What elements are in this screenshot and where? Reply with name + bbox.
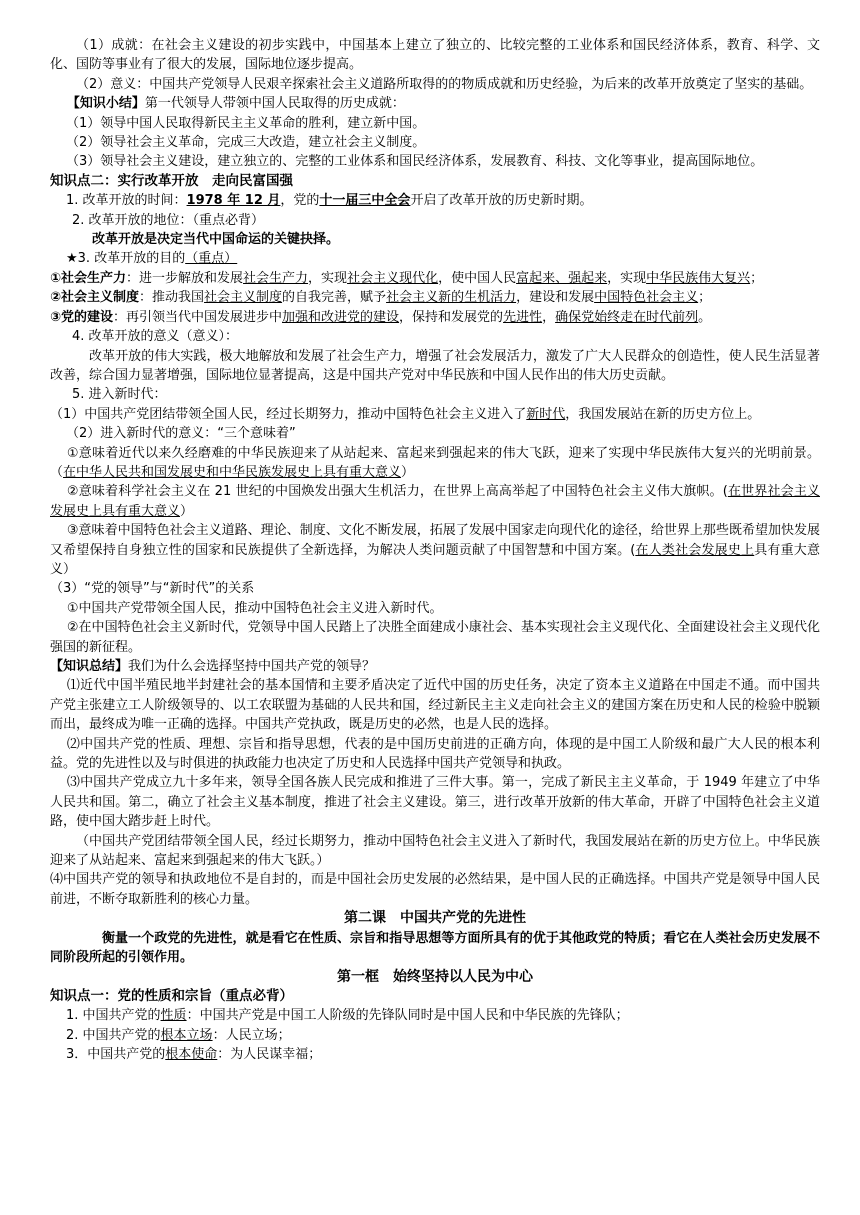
frame-1-title: 第一框 始终坚持以人民为中心 xyxy=(337,968,533,985)
paragraph-significance: （2）意义：中国共产党领导人民艰辛探索社会主义道路所取得的的物质成就和历史经验，为后来的改革开放奠定了坚实的基础。 xyxy=(76,76,813,92)
lesson-2-intro: 衡量一个政党的先进性，就是看它在性质、宗旨和指导思想等方面所具有的优于其他政党的特质；看它在人类社会历史发展不同阶段所起的引领作用。 xyxy=(50,930,820,966)
new-era-1: （1）中国共产党团结带领全国人民，经过长期努力，推动中国特色社会主义进入了新时代，我国发展站在新的历史方位上。 xyxy=(50,406,761,422)
knowledge-point-2-heading: 知识点二：实行改革开放 走向民富国强 xyxy=(50,172,293,189)
reform-purpose-heading: ★3. 改革开放的目的（重点） xyxy=(66,251,238,267)
summary-item-3: （3）领导社会主义建设，建立独立的、完整的工业体系和国民经济体系，发展教育、科技、文化等事业，提高国际地位。 xyxy=(66,154,764,170)
purpose-system: ②社会主义制度：推动我国社会主义制度的自我完善，赋予社会主义新的生机活力，建设和发展中国特色社会主义； xyxy=(50,290,712,306)
summary-item-1: （1）领导中国人民取得新民主主义革命的胜利，建立新中国。 xyxy=(66,115,426,131)
knowledge-point-1-heading: 知识点一：党的性质和宗旨（重点必背） xyxy=(50,987,293,1004)
summary-reason-3: ⑶中国共产党成立九十多年来，领导全国各族人民完成和推进了三件大事。第一，完成了新民主主义革命，于 1949 年建立了中华人民共和国。第二，确立了社会主义基本制度，推进了社会主义建设。第三，进行改革开放新的伟大革命，开辟了中国特色社会主义道路，使中国大踏步赶上时代。 xyxy=(50,775,820,830)
meaning-1: ①意味着近代以来久经磨难的中华民族迎来了从站起来、富起来到强起来的伟大飞跃，迎来了实现中华民族伟大复兴的光明前景。（在中华人民共和国发展史和中华民族发展史上具有重大意义） xyxy=(50,445,820,480)
summary-reason-4: ⑷中国共产党的领导和执政地位不是自封的，而是中国社会历史发展的必然结果，是中国人民的正确选择。中国共产党是领导中国人民前进，不断夺取新胜利的核心力量。 xyxy=(50,872,820,907)
party-mission: 3．中国共产党的根本使命：为人民谋幸福； xyxy=(66,1047,322,1063)
reform-status: 2. 改革开放的地位：（重点必背） xyxy=(72,212,265,228)
new-era-3: （3）“党的领导”与“新时代”的关系 xyxy=(50,581,255,597)
summary-reason-3-note: （中国共产党团结带领全国人民，经过长期努力，推动中国特色社会主义进入了新时代，我国发展站在新的历史方位上。中华民族迎来了从站起来、富起来到强起来的伟大飞跃。） xyxy=(50,833,820,869)
meaning-3: ③意味着中国特色社会主义道路、理论、制度、文化不断发展，拓展了发展中国家走向现代化的途径，给世界上那些既希望加快发展又希望保持自身独立性的国家和民族提供了全新选择，为解决人类问题贡献了中国智慧和中国方案。(在人类社会发展史上具有重大意义） xyxy=(50,523,820,577)
relation-2: ②在中国特色社会主义新时代，党领导中国人民踏上了决胜全面建成小康社会、基本实现社会主义现代化、全面建设社会主义现代化强国的新征程。 xyxy=(50,620,820,655)
summary-heading: 【知识小结】第一代领导人带领中国人民取得的历史成就： xyxy=(66,96,405,112)
summary-reason-1: ⑴近代中国半殖民地半封建社会的基本国情和主要矛盾决定了近代中国的历史任务，决定了资本主义道路在中国走不通。而中国共产党主张建立工人阶级领导的、以工农联盟为基础的人民共和国，经过新民主主义走向社会主义的建国方案在历史和人民的检验中脱颖而出，最终成为唯一正确的选择。中国共产党执政，既是历史的必然，也是人民的选择。 xyxy=(50,678,820,733)
relation-1: ①中国共产党带领全国人民，推动中国特色社会主义进入新时代。 xyxy=(66,600,443,616)
summary-item-2: （2）领导社会主义革命，完成三大改造，建立社会主义制度。 xyxy=(66,135,426,151)
document-page xyxy=(50,36,820,1065)
reform-status-bold: 改革开放是决定当代中国命运的关键抉择。 xyxy=(92,232,340,248)
new-era-heading: 5. 进入新时代： xyxy=(72,387,167,403)
new-era-2: （2）进入新时代的意义：“三个意味着” xyxy=(66,426,296,442)
purpose-party-building: ③党的建设：再引领当代中国发展进步中加强和改进党的建设，保持和发展党的先进性，确保党始终走在时代前列。 xyxy=(50,309,712,325)
purpose-productivity: ①社会生产力：进一步解放和发展社会生产力，实现社会主义现代化，使中国人民富起来、强起来，实现中华民族伟大复兴； xyxy=(50,270,764,286)
reform-meaning-body: 改革开放的伟大实践，极大地解放和发展了社会生产力，增强了社会发展活力，激发了广大人民群众的创造性，使人民生活显著改善，综合国力显著增强，国际地位显著提高，这是中国共产党对中华民族和中国人民作出的伟大历史贡献。 xyxy=(50,348,820,383)
lesson-2-title: 第二课 中国共产党的先进性 xyxy=(344,910,526,927)
knowledge-summary-heading: 【知识总结】我们为什么会选择坚持中国共产党的领导？ xyxy=(50,659,376,674)
summary-reason-2: ⑵中国共产党的性质、理想、宗旨和指导思想，代表的是中国历史前进的正确方向，体现的是中国工人阶级和最广大人民的根本利益。党的先进性以及与时俱进的执政能力也决定了历史和人民选择中国共产党领导和执政。 xyxy=(50,736,820,772)
meaning-2: ②意味着科学社会主义在 21 世纪的中国焕发出强大生机活力，在世界上高高举起了中国特色社会主义伟大旗帜。(在世界社会主义发展史上具有重大意义） xyxy=(50,484,820,519)
paragraph-achievement: （1）成就：在社会主义建设的初步实践中，中国基本上建立了独立的、比较完整的工业体系和国民经济体系，教育、科学、文化、国防等事业有了很大的发展，国际地位逐步提高。 xyxy=(50,38,820,73)
party-stance: 2. 中国共产党的根本立场：人民立场； xyxy=(66,1027,291,1043)
reform-meaning-heading: 4. 改革开放的意义（意义）： xyxy=(72,329,239,345)
party-nature: 1. 中国共产党的性质：中国共产党是中国工人阶级的先锋队同时是中国人民和中华民族的先锋队； xyxy=(66,1008,629,1024)
reform-time: 1. 改革开放的时间：1978 年 12 月，党的十一届三中全会开启了改革开放的历史新时期。 xyxy=(66,193,593,209)
